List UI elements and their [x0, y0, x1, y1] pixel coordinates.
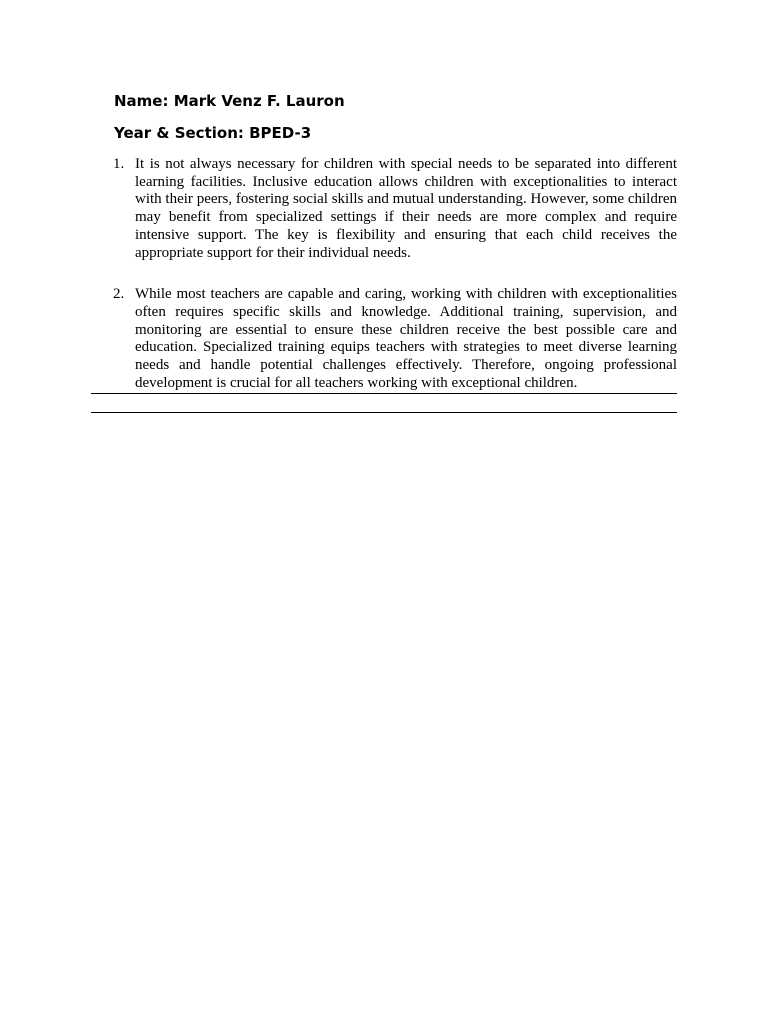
student-name: Name: Mark Venz F. Lauron [114, 92, 345, 110]
year-and-section: Year & Section: BPED-3 [114, 124, 312, 142]
answer-list [113, 156, 677, 392]
answer-item-1 [113, 156, 677, 262]
answer-item-2 [113, 286, 677, 392]
answer-number: 2. [113, 286, 125, 303]
horizontal-rule [91, 393, 677, 394]
answer-text: While most teachers are capable and caring, working with children with exceptionalities often requires specific skills and knowledge. Additional training, supervision, and monitoring are essential to ensure these children receive the best possible care and education. Specialized training equips teachers with strategies to meet diverse learning needs and handle potential challenges effectively. Therefore, ongoing professional development is crucial for all teachers working with exceptional children. [135, 286, 677, 391]
answer-number: 1. [113, 156, 125, 172]
horizontal-rule [91, 412, 677, 413]
answer-text: It is not always necessary for children with special needs to be separated into different learning facilities. Inclusive education allows children with exceptionalities to interact with their peers, fostering social skills and mutual understanding. However, some children may benefit from specialized settings if their needs are more complex and require intensive support. The key is flexibility and ensuring that each child receives the appropriate support for their individual needs. [135, 156, 677, 261]
